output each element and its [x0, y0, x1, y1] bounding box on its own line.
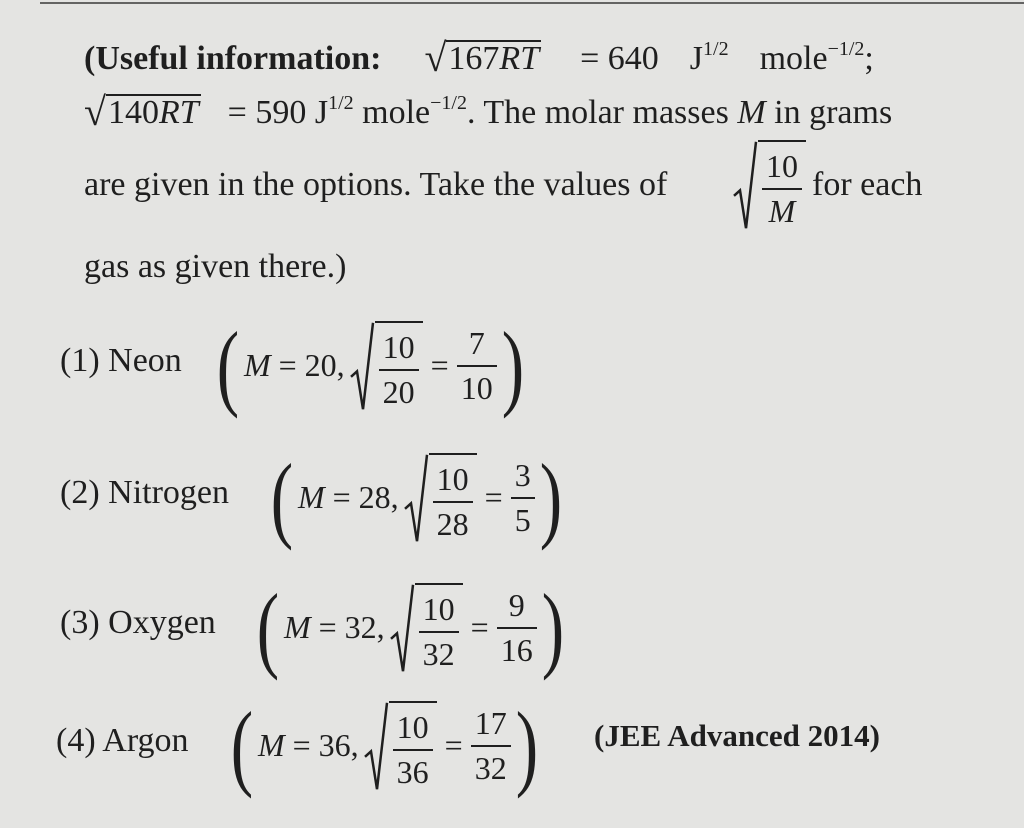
for-each-text: for each: [812, 166, 923, 203]
equals-sign: =: [470, 609, 489, 645]
unit-joule-2: $J^{1/2}$: [314, 92, 354, 131]
source-tag: (JEE Advanced 2014): [594, 718, 880, 753]
intro-line-1: [84, 35, 874, 80]
mass-value: M = 28,: [297, 479, 399, 515]
sqrt-140rt: √140RT: [84, 89, 199, 134]
result-fraction: $\frac{17}{32}$: [471, 705, 511, 787]
result-fraction: $\frac{3}{5}$: [511, 457, 535, 539]
mass-value: M = 20,: [243, 347, 345, 383]
var-m: M: [737, 94, 766, 131]
intro-line-4: gas as given there.): [84, 248, 347, 285]
sqrt-fraction: $\frac{10}{28}$: [403, 453, 477, 543]
option-expression: [252, 572, 569, 683]
option-label: (3) Oxygen: [60, 604, 216, 641]
mass-value: M = 36,: [257, 727, 359, 763]
option-label: (4) Argon: [56, 722, 189, 759]
molar-masses-text: . The molar masses: [466, 94, 729, 131]
left-paren: (: [270, 444, 294, 551]
sqrt-fraction: $\frac{10}{36}$: [363, 701, 437, 791]
sqrt-10-over-m: $\frac{10}{M}$: [728, 140, 806, 230]
option-label: (1) Neon: [60, 342, 182, 379]
sqrt-fraction: $\frac{10}{20}$: [349, 321, 423, 411]
equals-sign: =: [444, 727, 463, 763]
option-label: (2) Nitrogen: [60, 474, 230, 511]
value-640: = 640: [580, 40, 659, 77]
right-paren: ): [541, 574, 564, 681]
in-grams-text: in grams: [774, 94, 893, 131]
left-paren: (: [256, 574, 280, 681]
value-590: = 590: [227, 94, 307, 131]
option-expression: [226, 690, 543, 801]
result-fraction: $\frac{9}{16}$: [497, 587, 537, 669]
right-paren: ): [515, 692, 538, 799]
intro-line-3: are given in the options. Take the values of: [84, 166, 668, 203]
mass-value: M = 32,: [283, 609, 385, 645]
top-rule: [40, 2, 1024, 4]
left-paren: (: [230, 692, 254, 799]
right-paren: ): [539, 444, 562, 551]
left-paren: (: [216, 312, 240, 419]
equals-sign: =: [484, 479, 503, 515]
result-fraction: $\frac{7}{10}$: [457, 325, 497, 407]
right-paren: ): [501, 312, 524, 419]
unit-joule: $J^{1/2}$: [689, 38, 729, 77]
option-expression: [212, 310, 529, 421]
useful-information-heading: (Useful information:: [84, 40, 382, 77]
option-expression: [266, 442, 567, 553]
unit-mole-2: mole$^{-1/2}$: [362, 92, 467, 131]
sqrt-167rt: √167RT: [424, 35, 540, 80]
sqrt-fraction: $\frac{10}{32}$: [389, 583, 463, 673]
unit-mole: mole$^{-1/2}$;: [759, 38, 874, 77]
equals-sign: =: [430, 347, 449, 383]
intro-line-2: [84, 89, 893, 134]
